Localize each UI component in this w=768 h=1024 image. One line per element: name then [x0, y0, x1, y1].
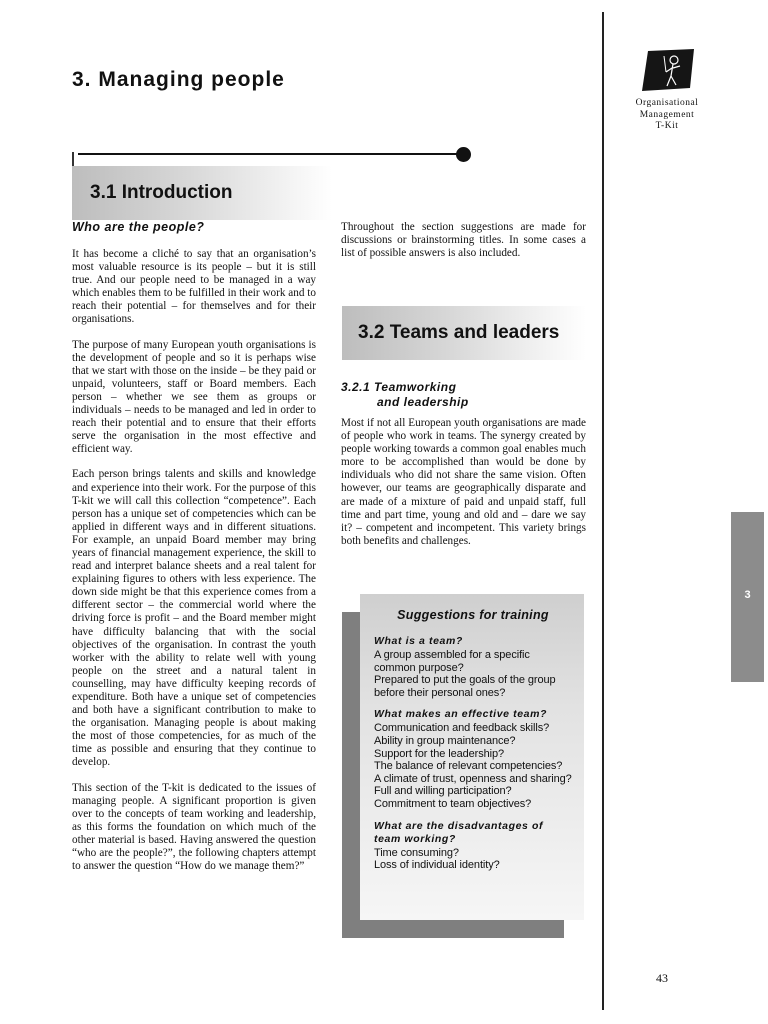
paragraph: This section of the T-kit is dedicated to the issues of managing people. A significant proportion is given over to the concepts of team working and leadership, as this forms the foundation on which much of the other material is based. Having answered the question “who are the people?”, the following chapters attempt to answer the question “How do we manage them?” [72, 781, 316, 873]
chapter-tab [731, 512, 764, 682]
training-answer: Full and willing participation? [374, 785, 512, 798]
side-caption-line: Management [639, 109, 695, 120]
section-heading-teams [342, 306, 586, 360]
training-answer: Ability in group maintenance? [374, 734, 516, 747]
training-question: What is a team? [374, 635, 463, 647]
training-box-title: Suggestions for training [397, 608, 549, 622]
chapter-title: 3. Managing people [72, 68, 285, 91]
subheading-line: 3.2.1 Teamworking [341, 380, 457, 394]
training-question: What makes an effective team? [374, 708, 548, 721]
section-heading-text: 3.2 Teams and leaders [358, 322, 560, 343]
heading-rule-dot [456, 147, 471, 162]
subheading-line: and leadership [377, 394, 469, 409]
section-heading-introduction [72, 166, 332, 220]
training-answer: Loss of individual identity? [374, 859, 500, 872]
right-column-intro [341, 221, 586, 272]
paragraph: It has become a cliché to say that an organisation’s most valuable resource is its people – but it is still true. And our people need to be managed in a way which enables them to be fulfilled in their work and to reach their potential – for themselves and for their organisations. [72, 248, 316, 326]
side-caption-line: Organisational [635, 98, 699, 108]
right-column-teams-text [341, 417, 586, 560]
left-column-text [72, 248, 316, 885]
training-answer: Communication and feedback skills? [374, 722, 550, 735]
side-caption [620, 98, 714, 133]
page-number: 43 [656, 971, 668, 985]
training-answer: The balance of relevant competencies? [374, 760, 563, 773]
page-divider-line [602, 12, 604, 1010]
heading-rule [78, 153, 462, 155]
paragraph: Throughout the section suggestions are made for discussions or brainstorming titles. In some cases a list of possible answers is also included. [341, 221, 586, 260]
paragraph: Most if not all European youth organisations are made of people who work in teams. The synergy created by people working towards a common goal enables much more to be accomplished than would be done by individuals who did not share the same vision. Often however, our teams are geographically disparate and are made of a mixture of paid and unpaid staff, full time and part time, young and old and – dare we say it? – competent and incompetent. This variety brings both benefits and challenges. [341, 417, 586, 547]
paragraph: Each person brings talents and skills and knowledge and experience into their work. For the purpose of this T-kit we will call this collection “competence”. Each person has a unique set of competencies which can be applied in different ways and in different situations. For example, an unpaid Board member may bring years of financial management experience, the skill to read and interpret balance sheets and a real talent for explaining figures to others with less experience. The down side might be that this experience comes from a different sector – the commercial world where the driving force is profit – and the Board member might have difficulty balancing that with the social objectives of the organisation. In contrast the youth worker with the ability to relate well with young people on the street and a natural talent in counselling, may have difficulty keeping records of expenditure. Both have a unique set of competencies and both have a significant contribution to make to the organisation. Managing people is about making the most of those competencies, for as much of the time as possible and ensuring that they continue to develop. [72, 468, 316, 769]
side-caption-line: T-Kit [655, 121, 679, 131]
subheading-teamworking [341, 380, 469, 409]
training-answer: Commitment to team objectives? [374, 797, 532, 810]
training-answer: A climate of trust, openness and sharing? [374, 772, 572, 785]
training-answer: Prepared to put the goals of the group before their personal ones? [374, 674, 556, 699]
training-answer: Support for the leadership? [374, 747, 504, 760]
section-heading-text: 3.1 Introduction [90, 182, 233, 203]
training-answer: Time consuming? [374, 846, 459, 859]
paragraph: The purpose of many European youth organisations is the development of people and so it is perhaps wise that we start with those on the inside – be they paid or unpaid, volunteers, staff or Board members. Each person – whether we see them as groups or individuals – needs to be managed and led in order to reach their potential and to ensure that their efforts serve the organisation in the most effective and efficient way. [72, 338, 316, 456]
person-with-flag-icon [640, 48, 696, 92]
training-suggestions-box [360, 594, 584, 920]
training-question: What are the disadvantages of team working? [374, 819, 544, 845]
chapter-tab-number: 3 [744, 589, 751, 601]
training-answer: A group assembled for a specific common purpose? [374, 649, 530, 674]
subheading-who-are-the-people: Who are the people? [72, 220, 205, 234]
